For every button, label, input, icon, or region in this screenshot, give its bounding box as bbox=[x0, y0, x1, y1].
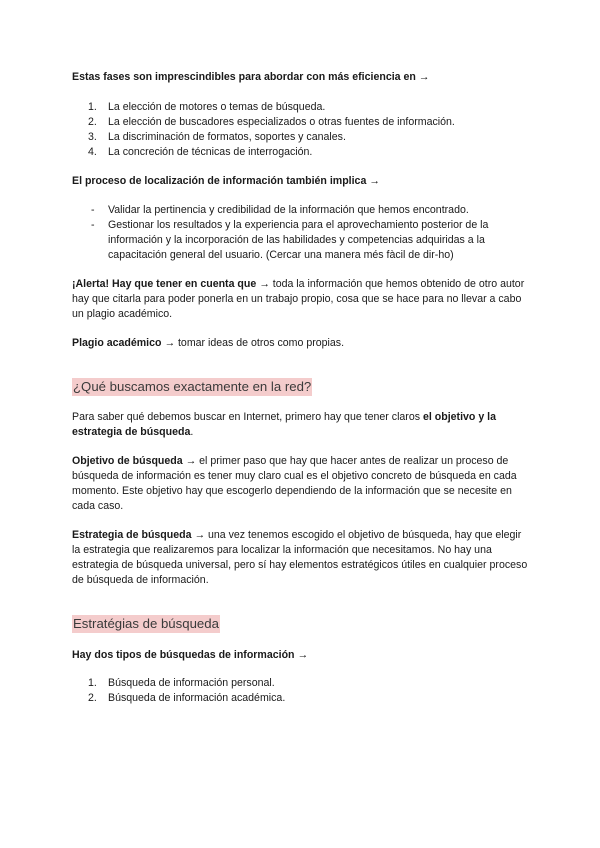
section-heading-que-buscamos: ¿Qué buscamos exactamente en la red? bbox=[73, 379, 312, 394]
fases-list bbox=[72, 100, 532, 160]
tipos-list bbox=[72, 676, 532, 706]
section1-paragraph: Para saber qué debemos buscar en Internet, primero hay que tener claros el objetivo y la estrategia de búsqueda. bbox=[72, 411, 496, 438]
objetivo-paragraph: Objetivo de búsqueda → el primer paso que hay que hacer antes de realizar un proceso de búsqueda de información es tener muy claro cual es el objetivo concreto de búsqueda en cada momento. Este objetivo hay que escogerlo dependiendo de la información que se necesite en cada caso. bbox=[72, 455, 517, 512]
section2-intro: Hay dos tipos de búsquedas de información → bbox=[72, 649, 309, 661]
section-heading-estrategias: Estratégias de búsqueda bbox=[73, 616, 219, 631]
list-item: 4. La concreción de técnicas de interrogación. bbox=[88, 146, 313, 158]
list-item: - Validar la pertinencia y credibilidad de la información que hemos encontrado. bbox=[91, 204, 469, 216]
plagio-paragraph: Plagio académico → tomar ideas de otros como propias. bbox=[72, 337, 345, 349]
list-item: 1. Búsqueda de información personal. bbox=[88, 677, 275, 689]
proceso-intro: El proceso de localización de información también implica → bbox=[72, 175, 380, 187]
list-item: - Gestionar los resultados y la experiencia para el aprovechamiento posterior de la información y la incorporación de las habilidades y competencias adquiridas a la capacitación general del usuario. (Cercar una manera més fàcil de dir-ho) bbox=[91, 219, 489, 261]
estrategia-paragraph: Estrategia de búsqueda → una vez tenemos escogido el objetivo de búsqueda, hay que elegir la estrategia que realizaremos para localizar la información que necesitamos. No hay una estrategia de búsqueda universal, pero sí hay elementos estratégicos útiles en cualquier proceso de búsqueda de información. bbox=[72, 529, 528, 586]
list-item: 2. Búsqueda de información académica. bbox=[88, 692, 286, 704]
list-item: 3. La discriminación de formatos, soportes y canales. bbox=[88, 131, 346, 143]
proceso-list bbox=[72, 203, 532, 263]
list-item: 1. La elección de motores o temas de búsqueda. bbox=[88, 101, 326, 113]
alerta-paragraph: ¡Alerta! Hay que tener en cuenta que → toda la información que hemos obtenido de otro autor hay que citarla para poder ponerla en un trabajo propio, cosa que se hace para no llevar a cabo un plagio académico. bbox=[72, 278, 525, 320]
fases-intro: Estas fases son imprescindibles para abordar con más eficiencia en → bbox=[72, 71, 430, 83]
list-item: 2. La elección de buscadores especializados o otras fuentes de información. bbox=[88, 116, 455, 128]
